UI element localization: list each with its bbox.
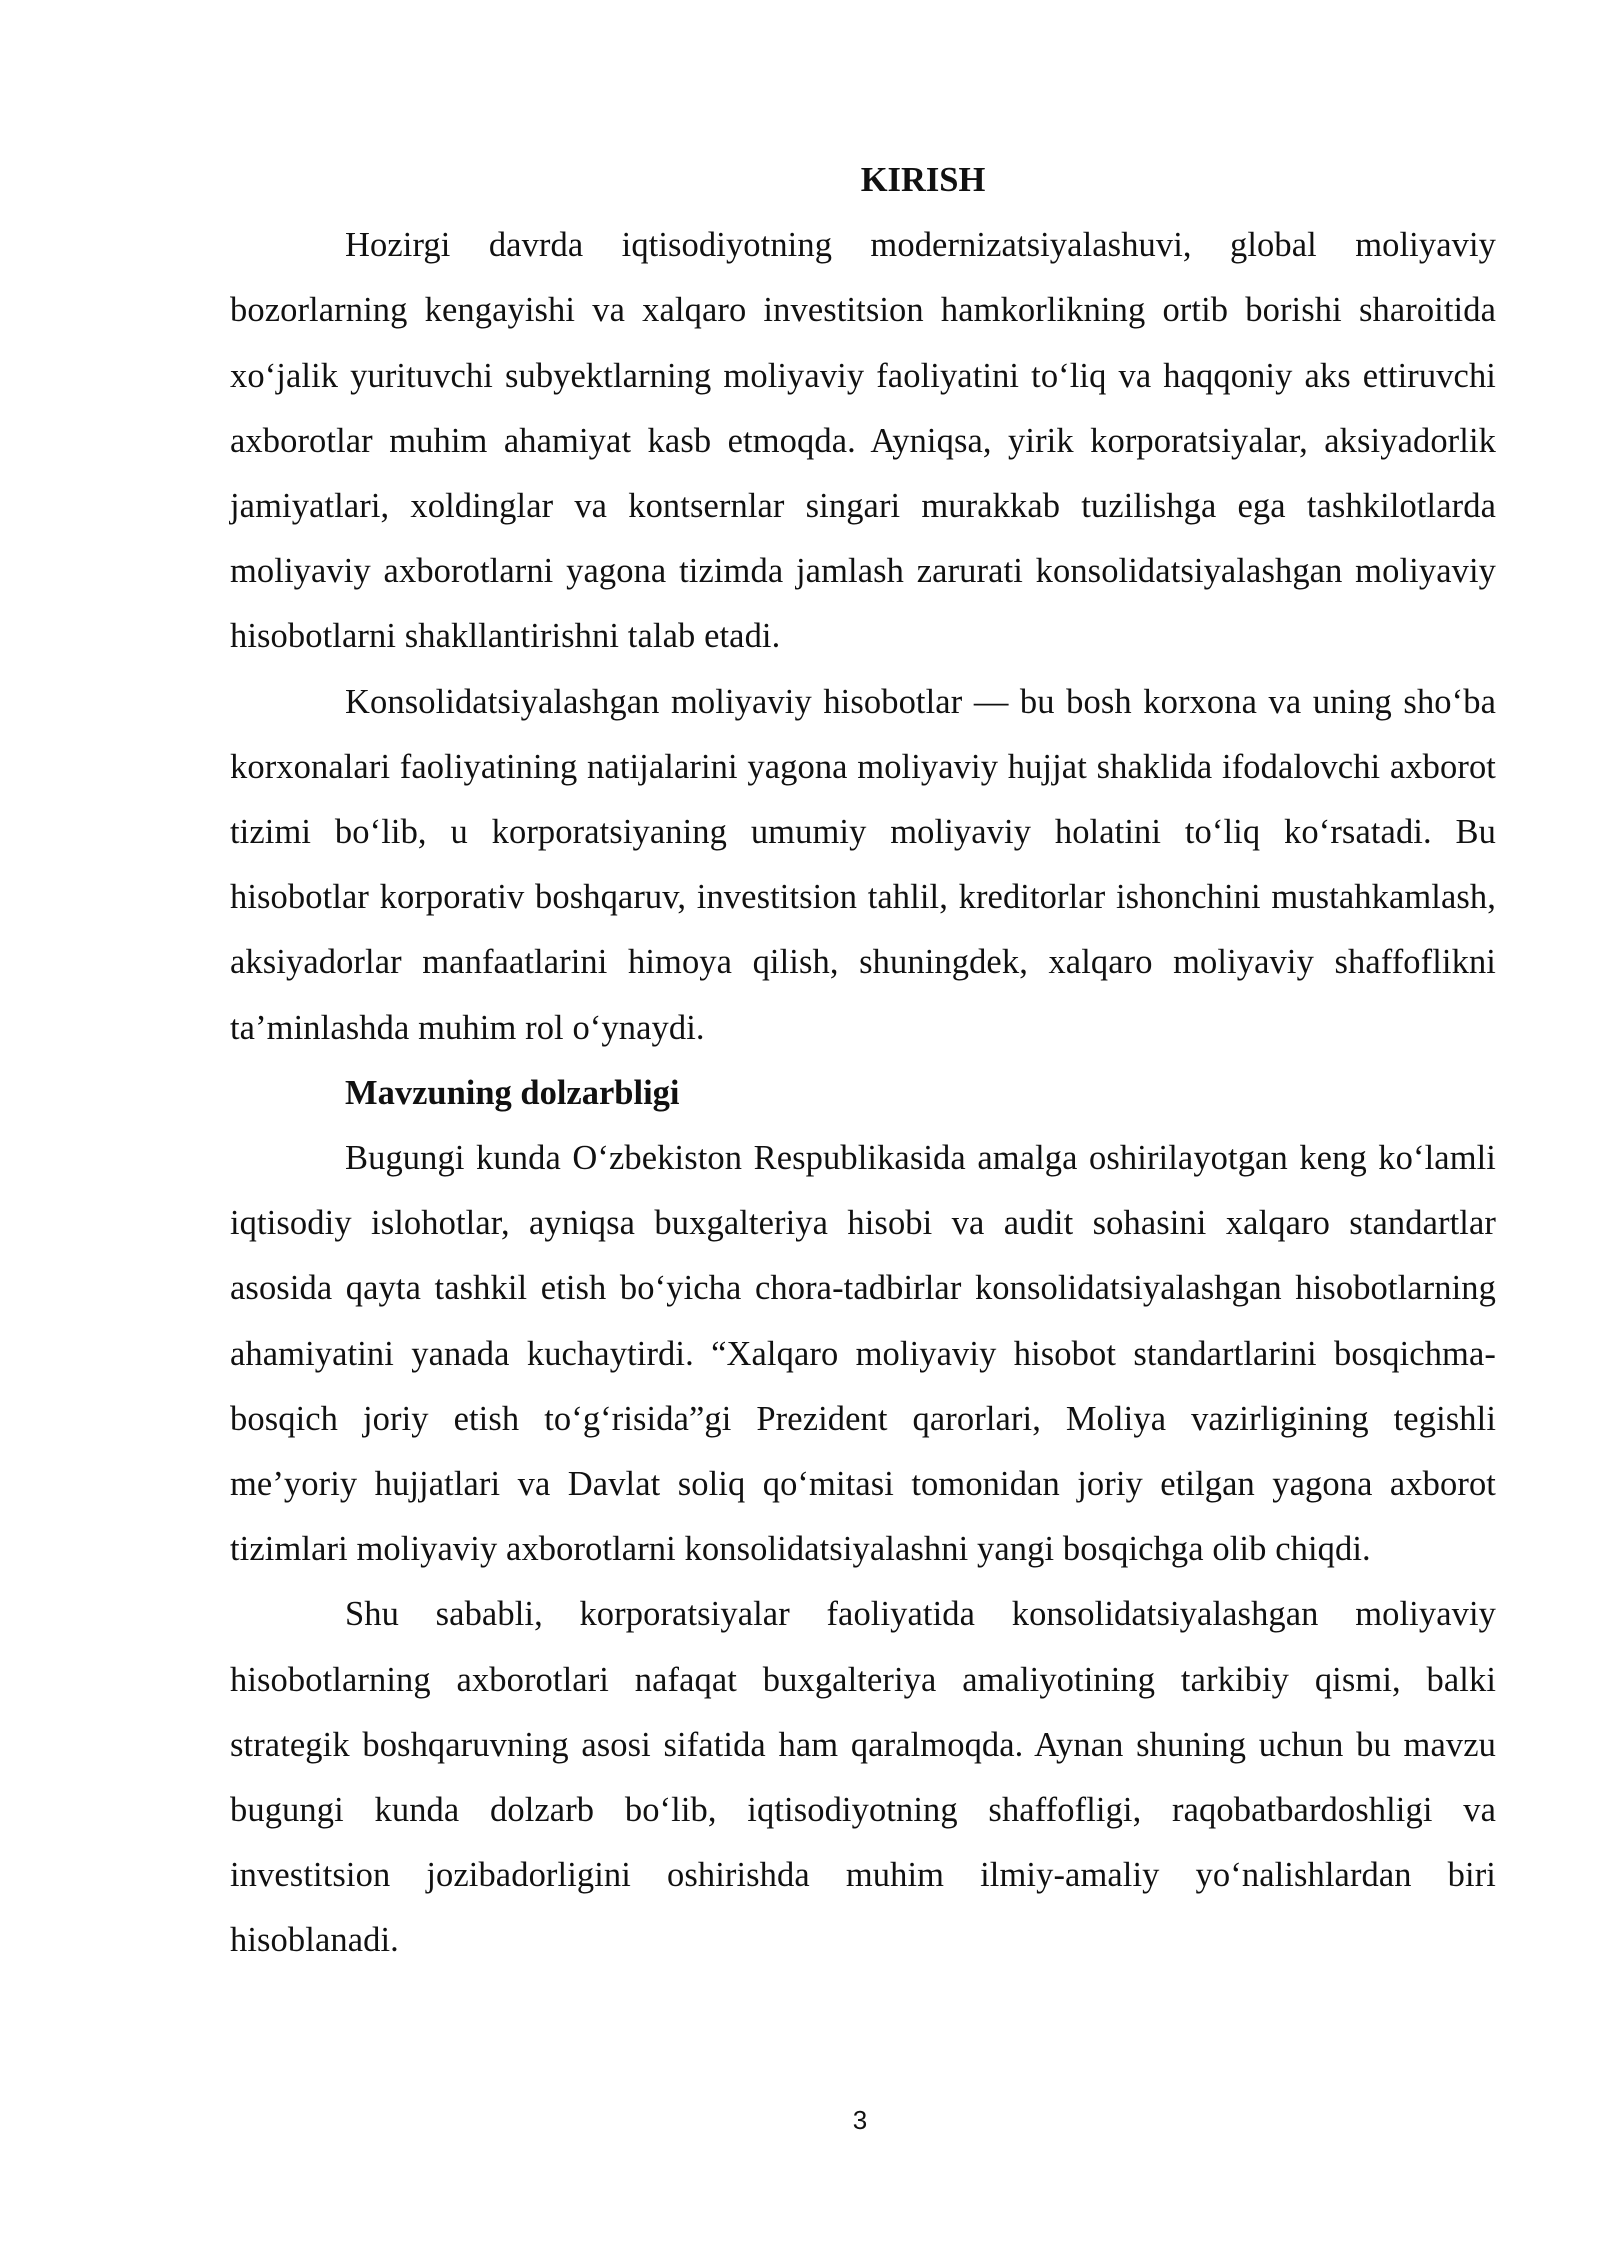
page-title: KIRISH <box>860 161 986 199</box>
paragraph-intro-1: Hozirgi davrda iqtisodiyotning modernizatsiyalashuvi, global moliyaviy bozorlarning kengayishi va xalqaro investitsion hamkorlikning ortib borishi sharoitida xo‘jalik yurituvchi subyektlarning moliyaviy faoliyatini to‘liq va haqqoniy aks ettiruvchi axborotlar muhim ahamiyat kasb etmoqda. Ayniqsa, yirik korporatsiyalar, aksiyadorlik jamiyatlari, xoldinglar va kontsernlar singari murakkab tuzilishga ega tashkilotlarda moliyaviy axborotlarni yagona tizimda jamlash zarurati konsolidatsiyalashgan moliyaviy hisobotlarni shakllantirishni talab etadi. <box>230 226 1496 656</box>
page-number: 3 <box>852 2105 868 2135</box>
page-content <box>230 148 1496 1974</box>
paragraph-intro-2: Konsolidatsiyalashgan moliyaviy hisobotlar — bu bosh korxona va uning sho‘ba korxonalari faoliyatining natijalarini yagona moliyaviy hujjat shaklida ifodalovchi axborot tizimi bo‘lib, u korporatsiyaning umumiy moliyaviy holatini to‘liq ko‘rsatadi. Bu hisobotlar korporativ boshqaruv, investitsion tahlil, kreditorlar ishonchini mustahkamlash, aksiyadorlar manfaatlarini himoya qilish, shuningdek, xalqaro moliyaviy shaffoflikni ta’minlashda muhim rol o‘ynaydi. <box>230 682 1496 1047</box>
paragraph-relevance-1: Bugungi kunda O‘zbekiston Respublikasida amalga oshirilayotgan keng ko‘lamli iqtisodiy islohotlar, ayniqsa buxgalteriya hisobi va audit sohasini xalqaro standartlar asosida qayta tashkil etish bo‘yicha chora-tadbirlar konsolidatsiyalashgan hisobotlarning ahamiyatini yanada kuchaytirdi. “Xalqaro moliyaviy hisobot standartlarini bosqichma-bosqich joriy etish to‘g‘risida”gi Prezident qarorlari, Moliya vazirligining tegishli me’yoriy hujjatlari va Davlat soliq qo‘mitasi tomonidan joriy etilgan yagona axborot tizimlari moliyaviy axborotlarni konsolidatsiyalashni yangi bosqichga olib chiqdi. <box>230 1139 1496 1569</box>
section-heading: Mavzuning dolzarbligi <box>345 1073 680 1112</box>
paragraph-relevance-2: Shu sababli, korporatsiyalar faoliyatida konsolidatsiyalashgan moliyaviy hisobotlarning axborotlari nafaqat buxgalteriya amaliyotining tarkibiy qismi, balki strategik boshqaruvning asosi sifatida ham qaralmoqda. Aynan shuning uchun bu mavzu bugungi kunda dolzarb bo‘lib, iqtisodiyotning shaffofligi, raqobatbardoshligi va investitsion jozibadorligini oshirishda muhim ilmiy-amaliy yo‘nalishlardan biri hisoblanadi. <box>230 1595 1496 1960</box>
